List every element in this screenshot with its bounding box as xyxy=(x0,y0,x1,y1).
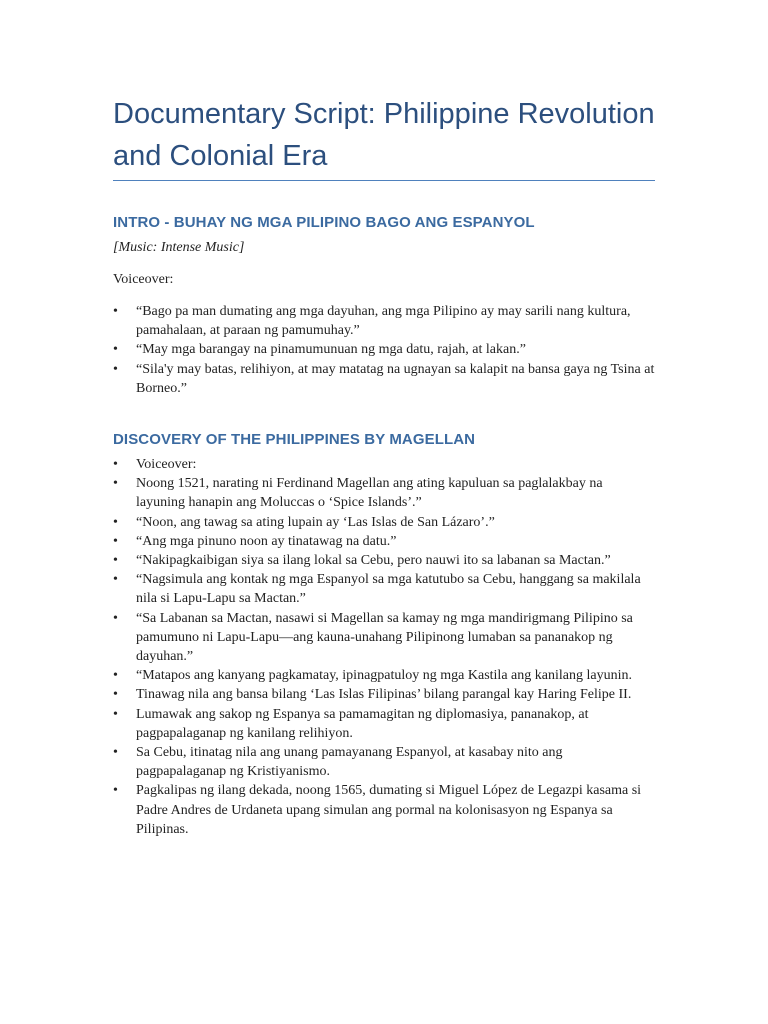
bullet-icon: • xyxy=(113,745,118,761)
list-item-text: “May mga barangay na pinamumunuan ng mga datu, rajah, at lakan.” xyxy=(136,342,526,358)
discovery-bullet-list xyxy=(113,455,655,839)
list-item xyxy=(113,532,655,551)
discovery-heading: DISCOVERY OF THE PHILIPPINES BY MAGELLAN xyxy=(113,431,476,448)
title-underline xyxy=(113,180,655,181)
bullet-icon: • xyxy=(113,668,118,684)
bullet-icon: • xyxy=(113,783,118,799)
bullet-icon: • xyxy=(113,342,118,358)
voiceover-label: Voiceover: xyxy=(113,272,174,287)
bullet-icon: • xyxy=(113,533,118,549)
list-item xyxy=(113,705,655,743)
music-note: [Music: Intense Music] xyxy=(113,240,245,255)
document-title: Documentary Script: Philippine Revolution and Colonial Era xyxy=(113,98,655,172)
list-item-text: “Bago pa man dumating ang mga dayuhan, ang mga Pilipino ay may sarili nang kultura, pamahalaan, at paraan ng pamumuhay.” xyxy=(136,304,631,339)
list-item-text: “Sa Labanan sa Mactan, nasawi si Magellan sa kamay ng mga mandirigmang Pilipino sa pamumuno ni Lapu-Lapu—ang kauna-unahang Pilipinong lumaban sa pananakop ng dayuhan.” xyxy=(136,610,633,665)
list-item-text: Sa Cebu, itinatag nila ang unang pamayanang Espanyol, at kasabay nito ang pagpapalaganap ng Kristiyanismo. xyxy=(136,745,563,780)
bullet-icon: • xyxy=(113,304,118,319)
list-item-text: “Ang mga pinuno noon ay tinatawag na datu.” xyxy=(136,533,397,549)
list-item xyxy=(113,781,655,839)
list-item-text: Lumawak ang sakop ng Espanya sa pamamagitan ng diplomasiya, pananakop, at pagpapalaganap ng kanilang relihiyon. xyxy=(136,706,589,741)
list-item xyxy=(113,743,655,781)
list-item-text: “Nakipagkaibigan siya sa ilang lokal sa Cebu, pero nauwi ito sa labanan sa Mactan.” xyxy=(136,553,611,569)
list-item-text: “Sila'y may batas, relihiyon, at may matatag na ugnayan sa kalapit na bansa gaya ng Tsina at Borneo.” xyxy=(136,361,655,396)
intro-bullet-list xyxy=(113,302,655,398)
list-item xyxy=(113,570,655,608)
bullet-icon: • xyxy=(113,361,118,377)
bullet-icon: • xyxy=(113,610,118,626)
list-item xyxy=(113,360,655,398)
list-item-text: Noong 1521, narating ni Ferdinand Magellan ang ating kapuluan sa paglalakbay na layuning hanapin ang Moluccas o ‘Spice Islands’.” xyxy=(136,476,603,511)
bullet-icon: • xyxy=(113,514,118,530)
list-item-text: “Nagsimula ang kontak ng mga Espanyol sa mga katutubo sa Cebu, hanggang sa makilala nila si Lapu-Lapu sa Mactan.” xyxy=(136,572,641,607)
list-item xyxy=(113,685,655,704)
bullet-icon: • xyxy=(113,572,118,588)
list-item xyxy=(113,302,655,340)
list-item xyxy=(113,666,655,685)
bullet-icon: • xyxy=(113,457,118,472)
list-item xyxy=(113,474,655,512)
intro-heading: INTRO - BUHAY NG MGA PILIPINO BAGO ANG ESPANYOL xyxy=(113,214,535,231)
list-item xyxy=(113,513,655,532)
list-item-text: Voiceover: xyxy=(136,457,197,472)
bullet-icon: • xyxy=(113,476,118,492)
list-item xyxy=(113,340,655,359)
bullet-icon: • xyxy=(113,687,118,703)
bullet-icon: • xyxy=(113,553,118,569)
list-item-text: “Matapos ang kanyang pagkamatay, ipinagpatuloy ng mga Kastila ang kanilang layunin. xyxy=(136,668,632,684)
list-item-text: Tinawag nila ang bansa bilang ‘Las Islas Filipinas’ bilang parangal kay Haring Felipe II. xyxy=(136,687,632,703)
list-item xyxy=(113,455,655,474)
list-item-text: “Noon, ang tawag sa ating lupain ay ‘Las Islas de San Lázaro’.” xyxy=(136,514,495,530)
list-item-text: Pagkalipas ng ilang dekada, noong 1565, dumating si Miguel López de Legazpi kasama si Padre Andres de Urdaneta upang simulan ang pormal na kolonisasyon ng Espanya sa Pilipinas. xyxy=(136,783,642,837)
bullet-icon: • xyxy=(113,706,118,722)
list-item xyxy=(113,551,655,570)
list-item xyxy=(113,609,655,667)
